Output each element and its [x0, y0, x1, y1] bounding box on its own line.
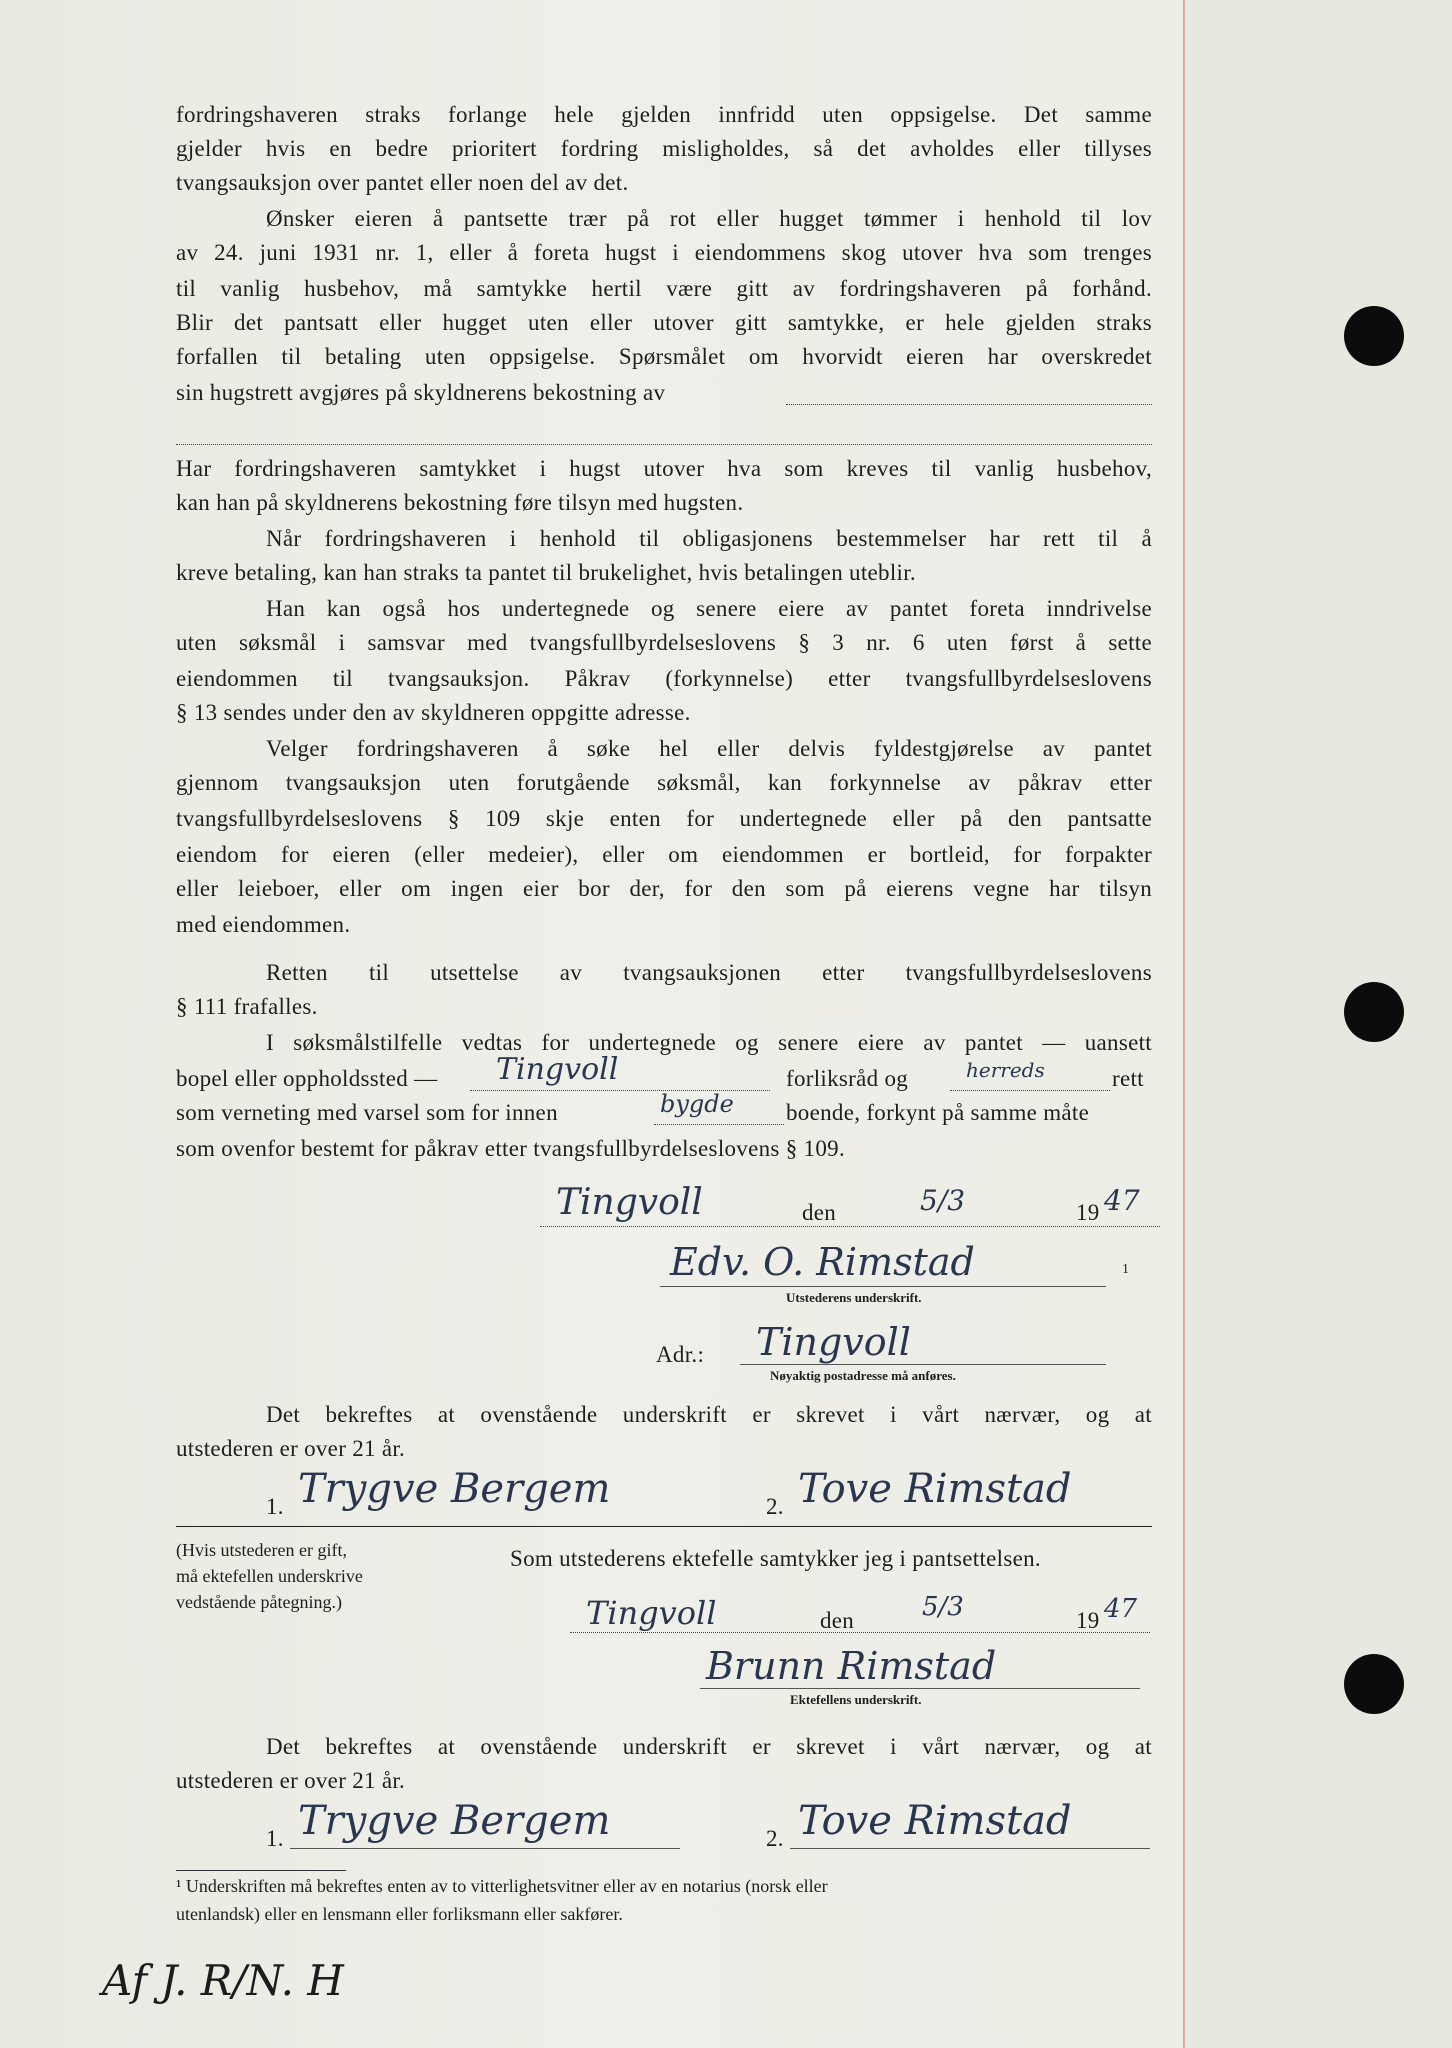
- paragraph-line: Når fordringshaveren i henhold til obligasjonens bestemmelser har rett til å: [266, 526, 1152, 551]
- fill-line: [654, 1124, 784, 1125]
- handwritten-spouse-day: 5/3: [922, 1592, 964, 1622]
- footnote-marker: 1: [1122, 1262, 1129, 1277]
- paragraph-line: Han kan også hos undertegnede og senere eiere av pantet foreta inndrivelse: [266, 596, 1152, 621]
- paragraph-line: Ønsker eieren å pantsette trær på rot eller hugget tømmer i henhold til lov: [266, 206, 1152, 231]
- paragraph-line: § 111 frafalles.: [176, 994, 318, 1019]
- den-label: den: [802, 1200, 837, 1225]
- handwritten-spouse-year: 47: [1104, 1594, 1138, 1624]
- witness-number-1: 1.: [266, 1494, 284, 1519]
- handwritten-year: 47: [1104, 1184, 1140, 1217]
- paragraph-line: forfallen til betaling uten oppsigelse. Spørsmålet om hvorvidt eieren har overskredet: [176, 344, 1152, 369]
- witness-number-1: 1.: [266, 1826, 284, 1851]
- handwritten-date-place: Tingvoll: [556, 1182, 703, 1223]
- address-caption: Nøyaktig postadresse må anføres.: [770, 1368, 956, 1383]
- confirmation-line: utstederen er over 21 år.: [176, 1768, 406, 1793]
- punch-hole-bottom: [1344, 1654, 1404, 1714]
- witness-signature-2: Tove Rimstad: [798, 1466, 1072, 1512]
- handwritten-spouse-place: Tingvoll: [586, 1594, 717, 1632]
- paragraph-line: som ovenfor bestemt for påkrav etter tvangsfullbyrdelseslovens § 109.: [176, 1136, 846, 1161]
- den-label: den: [820, 1608, 855, 1633]
- issuer-caption: Utstederens underskrift.: [786, 1290, 922, 1305]
- spouse-date-line: [570, 1632, 1150, 1633]
- spouse-consent: Som utstederens ektefelle samtykker jeg i pantsettelsen.: [510, 1546, 1041, 1571]
- address-label: Adr.:: [656, 1342, 705, 1367]
- spouse-signature: Brunn Rimstad: [706, 1644, 997, 1688]
- signature-line: [660, 1286, 1106, 1287]
- year-prefix: 19: [1076, 1608, 1100, 1633]
- witness-number-2: 2.: [766, 1494, 784, 1519]
- punch-hole-middle: [1344, 982, 1404, 1042]
- address-line: [740, 1364, 1106, 1365]
- paragraph-line: kan han på skyldnerens bekostning føre tilsyn med hugsten.: [176, 490, 744, 515]
- confirmation-line: Det bekreftes at ovenstående underskrift er skrevet i vårt nærvær, og at: [266, 1402, 1152, 1427]
- punch-hole-top: [1344, 306, 1404, 366]
- signature-line: [290, 1848, 680, 1849]
- fill-line: [786, 404, 1152, 405]
- spouse-note-line: må ektefellen underskrive: [176, 1566, 363, 1586]
- paragraph-line: I søksmålstilfelle vedtas for undertegnede og senere eiere av pantet — uansett: [266, 1030, 1152, 1055]
- margin-note: Af J. R/N. H: [102, 1956, 344, 2005]
- handwritten-address: Tingvoll: [756, 1320, 911, 1364]
- witness-number-2: 2.: [766, 1826, 784, 1851]
- issuer-signature: Edv. O. Rimstad: [670, 1240, 975, 1284]
- paragraph-line: fordringshaveren straks forlange hele gjelden innfridd uten oppsigelse. Det samme: [176, 102, 1152, 127]
- year-prefix: 19: [1076, 1200, 1100, 1225]
- spouse-note-line: (Hvis utstederen er gift,: [176, 1540, 347, 1560]
- fill-line: [176, 444, 1152, 445]
- paragraph-line: § 13 sendes under den av skyldneren oppgitte adresse.: [176, 700, 691, 725]
- venue-line-end: boende, forkynt på samme måte: [786, 1100, 1090, 1125]
- paragraph-line: uten søksmål i samsvar med tvangsfullbyrdelseslovens § 3 nr. 6 uten først å sette: [176, 630, 1152, 655]
- witness-signature-1b: Trygve Bergem: [298, 1798, 611, 1844]
- paragraph-line: av 24. juni 1931 nr. 1, eller å foreta hugst i eiendommens skog utover hva som trenges: [176, 240, 1152, 265]
- page-edge: [1185, 0, 1452, 2048]
- paragraph-line: kreve betaling, kan han straks ta pantet til brukelighet, hvis betalingen uteblir.: [176, 560, 916, 585]
- paragraph-line: Velger fordringshaveren å søke hel eller delvis fyldestgjørelse av pantet: [266, 736, 1152, 761]
- venue-line-end: rett: [1112, 1066, 1144, 1091]
- witness-signature-2b: Tove Rimstad: [798, 1798, 1072, 1844]
- paragraph-line: sin hugstrett avgjøres på skyldnerens bekostning av: [176, 380, 666, 405]
- spouse-note-line: vedstående påtegning.): [176, 1592, 342, 1612]
- handwritten-bygde: bygde: [660, 1090, 734, 1118]
- signature-line: [700, 1688, 1140, 1689]
- venue-line-start: som verneting med varsel som for innen: [176, 1100, 558, 1125]
- confirmation-line: utstederen er over 21 år.: [176, 1436, 406, 1461]
- venue-line-start: bopel eller oppholdssted —: [176, 1066, 438, 1091]
- footnote-line: ¹ Underskriften må bekreftes enten av to vitterlighetsvitner eller av en notarius (norsk eller: [176, 1876, 828, 1896]
- paragraph-line: eiendommen til tvangsauksjon. Påkrav (forkynnelse) etter tvangsfullbyrdelseslovens: [176, 666, 1152, 691]
- paragraph-line: til vanlig husbehov, må samtykke hertil være gitt av fordringshaveren på forhånd.: [176, 276, 1152, 301]
- paragraph-line: Har fordringshaveren samtykket i hugst utover hva som kreves til vanlig husbehov,: [176, 456, 1152, 481]
- paragraph-line: med eiendommen.: [176, 912, 351, 937]
- handwritten-place: Tingvoll: [496, 1052, 619, 1087]
- paragraph-line: gjelder hvis en bedre prioritert fordring misligholdes, så det avholdes eller tillyses: [176, 136, 1152, 161]
- paragraph-line: eller leieboer, eller om ingen eier bor der, for den som på eierens vegne har tilsyn: [176, 876, 1152, 901]
- signature-line: [790, 1848, 1150, 1849]
- paragraph-line: Retten til utsettelse av tvangsauksjonen etter tvangsfullbyrdelseslovens: [266, 960, 1152, 985]
- footnote-rule: [176, 1870, 346, 1871]
- handwritten-date-day: 5/3: [920, 1184, 966, 1217]
- paragraph-line: eiendom for eieren (eller medeier), eller om eiendommen er bortleid, for forpakter: [176, 842, 1152, 867]
- paragraph-line: tvangsfullbyrdelseslovens § 109 skje enten for undertegnede eller på den pantsatte: [176, 806, 1152, 831]
- paragraph-line: gjennom tvangsauksjon uten forutgående søksmål, kan forkynnelse av påkrav etter: [176, 770, 1152, 795]
- venue-line-mid: forliksråd og: [786, 1066, 909, 1091]
- confirmation-line: Det bekreftes at ovenstående underskrift er skrevet i vårt nærvær, og at: [266, 1734, 1152, 1759]
- margin-line: [1183, 0, 1185, 2048]
- paragraph-line: tvangsauksjon over pantet eller noen del av det.: [176, 170, 629, 195]
- witness-signature-1: Trygve Bergem: [298, 1466, 611, 1512]
- fill-line: [950, 1090, 1110, 1091]
- footnote-line: utenlandsk) eller en lensmann eller forliksmann eller sakfører.: [176, 1904, 623, 1924]
- handwritten-herreds: herreds: [966, 1058, 1045, 1082]
- spouse-caption: Ektefellens underskrift.: [790, 1692, 922, 1707]
- paragraph-line: Blir det pantsatt eller hugget uten eller utover gitt samtykke, er hele gjelden straks: [176, 310, 1152, 335]
- date-line: [540, 1226, 1160, 1227]
- section-divider: [176, 1526, 1152, 1527]
